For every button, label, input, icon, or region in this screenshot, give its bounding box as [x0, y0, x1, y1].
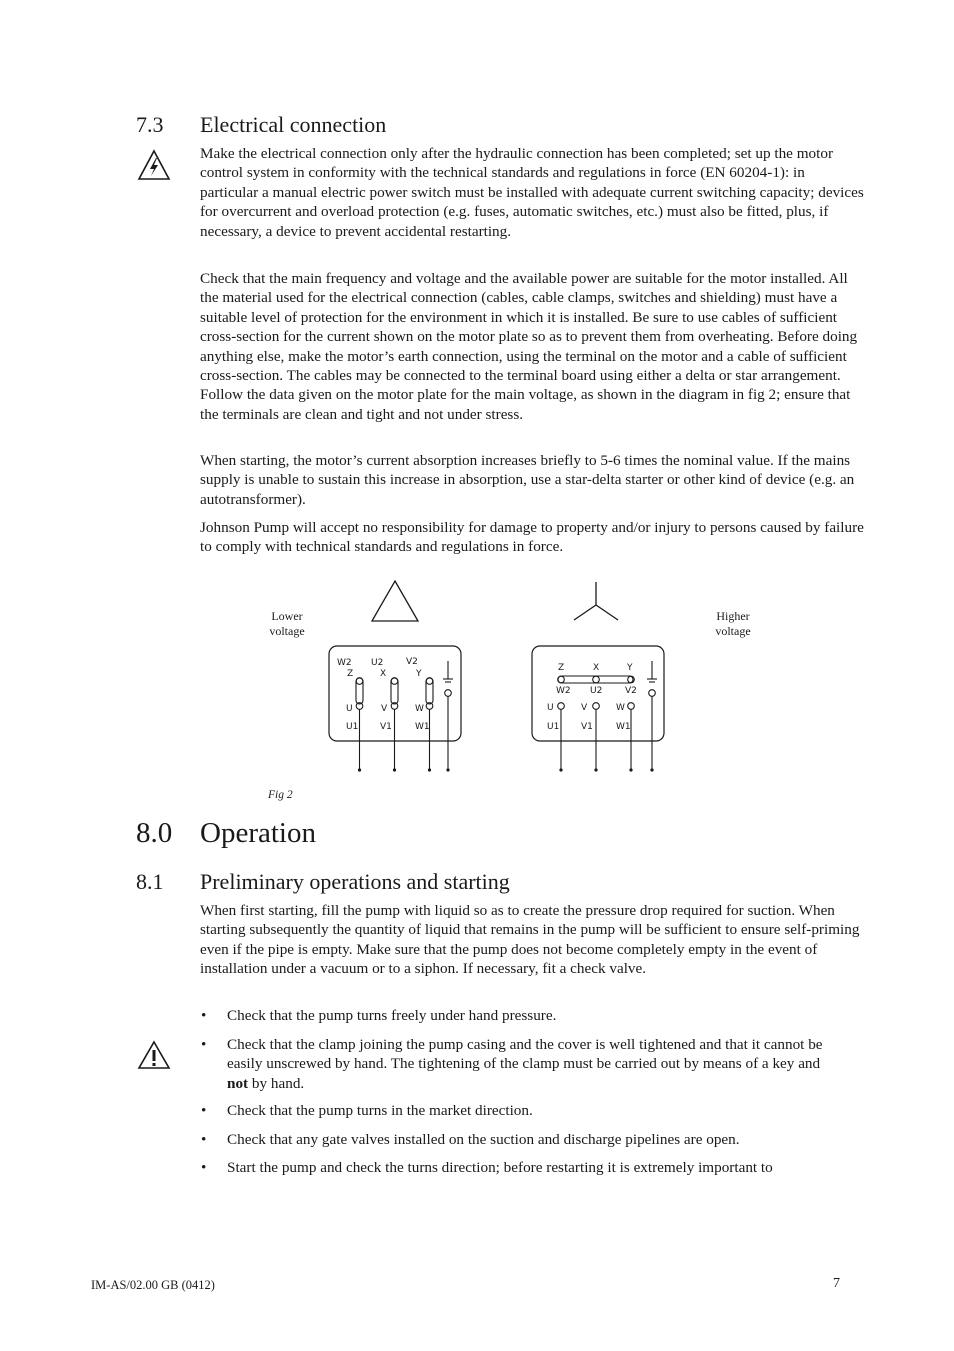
terminal-label: W1 — [616, 722, 631, 732]
terminal-label: W — [415, 704, 424, 714]
section-8-0-number: 8.0 — [136, 817, 173, 849]
list-item: Check that the pump turns in the market direction. — [227, 1102, 533, 1119]
terminal-label: U2 — [590, 686, 603, 696]
section-7-3-title: Electrical connection — [200, 112, 387, 137]
bullet-marker: • — [201, 1131, 207, 1148]
terminal-label: V2 — [406, 657, 418, 667]
list-item: Check that the pump turns freely under hand pressure. — [227, 1007, 557, 1024]
terminal-label: V2 — [625, 686, 637, 696]
terminal-label: W1 — [415, 722, 430, 732]
bullet-marker: • — [201, 1007, 207, 1024]
terminal-label: U1 — [547, 722, 560, 732]
list-item: Check that any gate valves installed on the suction and discharge pipelines are open. — [227, 1131, 740, 1148]
terminal-label: Z — [347, 669, 354, 679]
higher-voltage-label: Higher voltage — [715, 609, 751, 638]
bullet-marker: • — [201, 1036, 207, 1053]
electrical-hazard-icon — [137, 149, 171, 181]
paragraph: Make the electrical connection only after the hydraulic connection has been completed; set up the motor control system in conformity with the technical standards and regulations in force (EN 60204-1): in particular a manual electric power switch must be installed with adequate current switching capacity; devices for overcurrent and overload protection (e.g. fuses, automatic switches, etc.) must also be fitted, plus, if necessary, a device to prevent accidental restarting. — [200, 145, 864, 240]
terminal-label: W2 — [337, 658, 352, 668]
section-7-3-number: 7.3 — [136, 112, 164, 137]
paragraph: Johnson Pump will accept no responsibility for damage to property and/or injury to persons caused by failure to comply with technical standards and regulations in force. — [200, 519, 864, 556]
list-item: Check that the clamp joining the pump casing and the cover is well tightened and that it cannot be easily unscrewed by hand. The tightening of the clamp must be carried out by means of a key and not by hand. — [227, 1036, 823, 1092]
terminal-label: W — [616, 703, 625, 713]
terminal-label: U2 — [371, 658, 384, 668]
paragraph: Check that the main frequency and voltage and the available power are suitable for the motor installed. All the material used for the electrical connection (cables, cable clamps, switches and shielding) must have a suitable level of protection for the environment in which it is installed. Be sure to use cables of sufficient cross-section for the current shown on the motor plate so as to prevent them from overheating. Before doing anything else, make the motor’s earth connection, using the terminal on the motor and a cable of sufficient cross-section. The cables may be connected to the terminal board using either a delta or star arrangement. Follow the data given on the motor plate for the main voltage, as shown in the diagram in fig 2; ensure that the terminals are clean and tight and not under stress. — [200, 270, 858, 423]
paragraph: When first starting, fill the pump with liquid so as to create the pressure drop required for suction. When starting subsequently the quantity of liquid that remains in the pump will be sufficient to ensure self-priming even if the pipe is empty. Make sure that the pump does not become completely empty in the event of installation under a vacuum or to a siphon. If necessary, fit a check valve. — [200, 902, 860, 978]
terminal-board-diagram — [320, 575, 680, 780]
paragraph: When starting, the motor’s current absorption increases briefly to 5-6 times the nominal value. If the mains supply is unable to sustain this increase in absorption, use a star-delta starter or other kind of device (e.g. an autotransformer). — [200, 452, 855, 508]
terminal-label: U1 — [346, 722, 359, 732]
bullet-marker: • — [201, 1102, 207, 1119]
terminal-label: V — [581, 703, 588, 713]
terminal-label: V — [381, 704, 388, 714]
terminal-label: X — [380, 669, 387, 679]
footer-doc-code: IM-AS/02.00 GB (0412) — [91, 1278, 215, 1292]
terminal-label: Y — [627, 663, 633, 673]
star-terminal-board — [532, 646, 664, 772]
terminal-label: U — [346, 704, 353, 714]
terminal-label: W2 — [556, 686, 571, 696]
terminal-label: V1 — [380, 722, 392, 732]
terminal-label: X — [593, 663, 600, 673]
bullet-marker: • — [201, 1159, 207, 1176]
terminal-label: Y — [416, 669, 422, 679]
list-item: Start the pump and check the turns direction; before restarting it is extremely important to — [227, 1159, 773, 1176]
page-number: 7 — [833, 1276, 840, 1291]
figure-caption: Fig 2 — [268, 789, 293, 801]
lower-voltage-label: Lower voltage — [269, 609, 305, 638]
section-8-1-title: Preliminary operations and starting — [200, 869, 510, 894]
star-symbol — [574, 582, 618, 620]
delta-terminal-board — [329, 646, 461, 772]
terminal-label: Z — [558, 663, 565, 673]
section-8-1-number: 8.1 — [136, 869, 164, 894]
emphasis-not: not — [227, 1074, 249, 1092]
caution-icon — [137, 1040, 171, 1070]
section-8-0-title: Operation — [200, 817, 316, 849]
terminal-label: V1 — [581, 722, 593, 732]
delta-symbol — [372, 581, 418, 621]
terminal-label: U — [547, 703, 554, 713]
